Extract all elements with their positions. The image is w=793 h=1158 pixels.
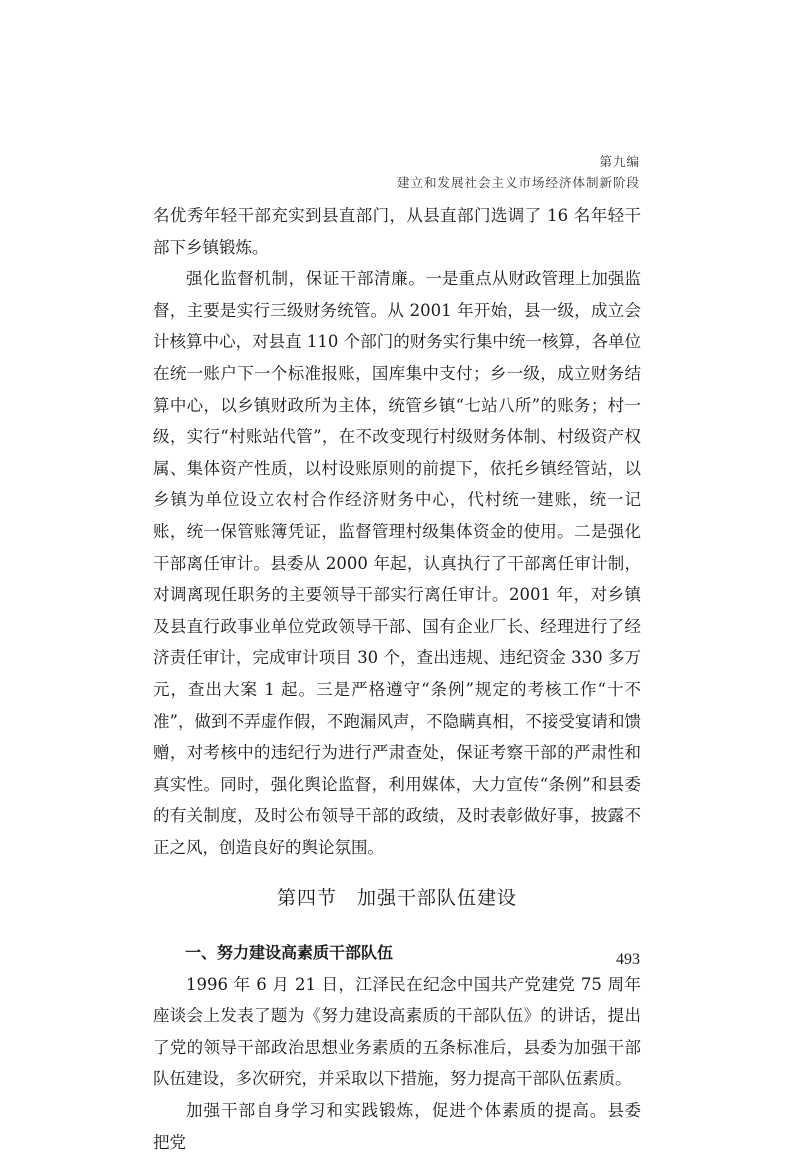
page-number: 493 — [616, 951, 640, 968]
part-title: 建立和发展社会主义市场经济体制新阶段 — [396, 175, 640, 190]
paragraph-lead-phrase: 加强干部自身学习和实践锻炼，促进个体素质的提高。 — [186, 1101, 608, 1121]
paragraph-body-text: 一是重点从财政管理上加强监督，主要是实行三级财务统管。从 2001 年开始，县一级，成立会计核算中心，对县直 110 个部门的财务实行集中统一核算，各单位在统一账户下一个标准报账，国库集中支付；乡一级，成立财务结算中心，以乡镇财政所为主体，统管乡镇“七站八所”的账务；村一级，实行“村账站代管”，在不改变现行村级财务体制、村级资产权属、集体资产性质，以村设账原则的前提下，依托乡镇经管站，以乡镇为单位设立农村合作经济财务中心，代村统一建账，统一记账，统一保管账簿凭证，监督管理村级集体资金的使用。二是强化干部离任审计。县委从 2000 年起，认真执行了干部离任审计制，对调离现任职务的主要领导干部实行离任审计。2001 年，对乡镇及县直行政事业单位党政领导干部、国有企业厂长、经理进行了经济责任审计，完成审计项目 30 个，查出违规、违纪资金 330 多万元，查出大案 1 起。三是严格遵守“条例”规定的考核工作“十不准”，做到不弄虚作假，不跑漏风声，不隐瞒真相，不接受宴请和馈赠，对考核中的违纪行为进行严肃查处，保证考察干部的严肃性和真实性。同时，强化舆论监督，利用媒体，大力宣传“条例”和县委的有关制度，及时公布领导干部的政绩，及时表彰做好事，披露不正之风，创造良好的舆论氛围。 — [153, 269, 642, 857]
paragraph-body-text: 县委把党 — [153, 1101, 642, 1152]
paragraph-lead-phrase: 强化监督机制，保证干部清廉。 — [186, 269, 426, 289]
section-title: 第四节 加强干部队伍建设 — [276, 887, 517, 910]
paragraph-study — [153, 1095, 641, 1158]
paragraph-continued: 名优秀年轻干部充实到县直部门，从县直部门选调了 16 名年轻干部下乡镇锻炼。 — [153, 206, 641, 257]
page-content — [153, 200, 641, 1158]
paragraph-supervision — [153, 263, 641, 863]
part-label: 第九编 — [599, 154, 640, 169]
running-head — [397, 151, 640, 193]
subsection-title: 一、努力建设高素质干部队伍 — [185, 943, 394, 963]
paragraph-speech: 1996 年 6 月 21 日，江泽民在纪念中国共产党建党 75 周年座谈会上发表了题为《努力建设高素质的干部队伍》的讲话，提出了党的领导干部政治思想业务素质的五条标准后，县委为加强干部队伍建设，多次研究，并采取以下措施，努力提高干部队伍素质。 — [153, 974, 641, 1089]
